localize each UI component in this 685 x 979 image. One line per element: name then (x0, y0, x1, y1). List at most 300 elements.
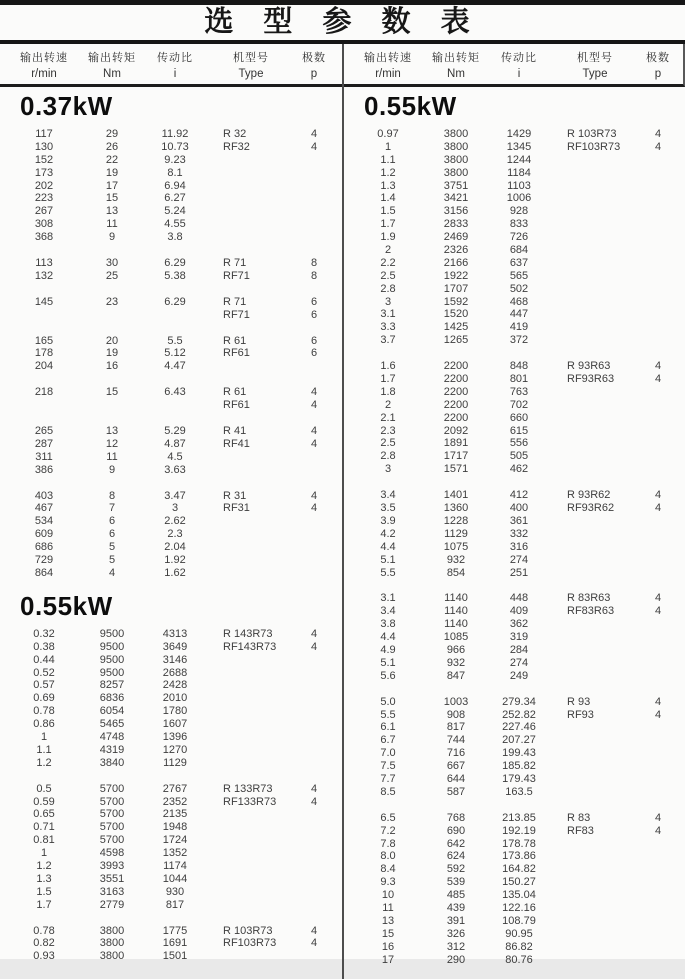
type-cell: R 83R63 (567, 592, 611, 605)
speed-cell: 130 (34, 140, 54, 153)
poles-cell (638, 180, 678, 193)
type-cell (552, 450, 638, 463)
speed-cell: 686 (34, 541, 54, 554)
table-row (350, 657, 685, 670)
torque-cell: 2200 (443, 373, 469, 386)
torque-cell: 3156 (443, 205, 469, 218)
ratio-cell: 4.5 (167, 450, 183, 463)
ratio-cell: 660 (509, 411, 529, 424)
table-row (350, 141, 685, 154)
table-row (350, 205, 685, 218)
ratio-cell: 848 (509, 360, 529, 373)
poles-cell: 4 (310, 795, 318, 808)
speed-cell: 0.81 (33, 834, 55, 847)
torque-cell: 1085 (443, 631, 469, 644)
table-row (350, 308, 685, 321)
table-row (6, 718, 342, 731)
ratio-cell: 284 (509, 643, 529, 656)
torque-cell: 1707 (443, 282, 469, 295)
ratio-cell: 1.62 (164, 566, 186, 579)
table-row (6, 860, 342, 873)
table-row (350, 954, 685, 967)
torque-cell: 1140 (444, 618, 468, 631)
table-row (350, 876, 685, 889)
poles-cell (638, 270, 678, 283)
type-cell (552, 670, 638, 683)
type-cell: R 41 (223, 425, 247, 438)
torque-cell: 6836 (99, 692, 125, 705)
poles-cell (638, 437, 678, 450)
type-cell (552, 180, 638, 193)
speed-cell: 1.7 (380, 218, 396, 231)
table-row (350, 838, 685, 851)
speed-cell: 145 (34, 295, 54, 308)
speed-cell: 7.0 (380, 747, 396, 760)
torque-cell: 966 (446, 643, 466, 656)
table-row (350, 773, 685, 786)
poles-cell (638, 244, 678, 257)
table-row (6, 654, 342, 667)
table-row (6, 141, 342, 154)
torque-cell: 744 (446, 734, 466, 747)
poles-cell: 4 (310, 386, 318, 399)
table-row (6, 438, 342, 451)
torque-cell: 908 (446, 708, 466, 721)
ratio-cell: 468 (509, 295, 529, 308)
speed-cell: 0.69 (33, 692, 55, 705)
table-row (350, 760, 685, 773)
col-header-label: 输出转速 (20, 52, 68, 64)
type-cell (208, 718, 294, 731)
col-header-unit: Nm (447, 68, 465, 80)
torque-cell: 13 (105, 425, 119, 438)
table-row (350, 154, 685, 167)
type-cell (552, 412, 638, 425)
speed-cell: 609 (34, 528, 54, 541)
torque-cell: 817 (446, 721, 466, 734)
speed-cell: 0.57 (33, 679, 55, 692)
speed-cell: 3.7 (380, 334, 396, 347)
type-cell (552, 631, 638, 644)
speed-cell: 2.5 (380, 437, 396, 450)
ratio-cell: 5.29 (164, 425, 186, 438)
type-cell: RF61 (223, 399, 250, 412)
type-cell (552, 747, 638, 760)
type-cell (552, 915, 638, 928)
ratio-cell: 4.47 (164, 360, 186, 373)
table-row (350, 360, 685, 373)
type-cell (208, 834, 294, 847)
speed-cell: 9.3 (380, 876, 396, 889)
ratio-cell: 684 (509, 244, 529, 257)
ratio-cell: 2135 (162, 808, 188, 821)
poles-cell (638, 205, 678, 218)
torque-cell: 12 (105, 437, 119, 450)
type-cell: R 61 (223, 334, 247, 347)
speed-cell: 4.9 (380, 643, 396, 656)
power-heading: 0.55kW (20, 590, 113, 621)
speed-cell: 1.2 (36, 756, 52, 769)
type-cell: RF71 (223, 308, 250, 321)
ratio-cell: 4313 (162, 627, 188, 640)
type-cell (552, 192, 638, 205)
type-cell (552, 270, 638, 283)
row-group (350, 360, 685, 476)
table-row (6, 821, 342, 834)
poles-cell (294, 731, 334, 744)
speed-cell: 11 (382, 901, 394, 914)
torque-cell: 11 (106, 218, 118, 231)
col-header-unit: Nm (103, 68, 121, 80)
col-header-model-type (208, 49, 294, 80)
type-cell (208, 541, 294, 554)
table-row (350, 218, 685, 231)
table-row (350, 296, 685, 309)
column-headers-left (0, 44, 342, 87)
speed-cell: 3.8 (380, 618, 396, 631)
ratio-cell: 1345 (506, 140, 532, 153)
type-cell (552, 902, 638, 915)
table-row (6, 757, 342, 770)
speed-cell: 0.44 (33, 653, 55, 666)
table-row (350, 631, 685, 644)
poles-cell (638, 528, 678, 541)
type-cell: R 103R73 (223, 924, 273, 937)
type-cell (208, 705, 294, 718)
ratio-cell: 6.27 (164, 192, 186, 205)
type-cell (208, 679, 294, 692)
torque-cell: 29 (105, 128, 119, 140)
type-cell: RF61 (223, 347, 250, 360)
speed-cell: 8.4 (380, 863, 396, 876)
speed-cell: 1 (384, 140, 392, 153)
poles-cell (294, 218, 334, 231)
ratio-cell: 1006 (506, 192, 532, 205)
poles-cell: 4 (310, 489, 318, 502)
poles-cell: 4 (310, 425, 318, 438)
type-cell (208, 360, 294, 373)
ratio-cell: 150.27 (502, 876, 536, 889)
type-cell: R 93R62 (567, 489, 611, 502)
torque-cell: 2326 (443, 244, 469, 257)
ratio-cell: 5.38 (164, 269, 186, 282)
speed-cell: 3.9 (380, 514, 396, 527)
ratio-cell: 2352 (162, 795, 188, 808)
type-cell (552, 786, 638, 799)
speed-cell: 403 (34, 489, 54, 502)
torque-cell: 2200 (443, 411, 469, 424)
torque-cell: 1129 (444, 527, 468, 540)
poles-cell (294, 757, 334, 770)
type-cell: RF133R73 (223, 795, 277, 808)
speed-cell (6, 399, 82, 412)
poles-cell (638, 928, 678, 941)
poles-cell: 6 (310, 334, 318, 347)
torque-cell: 6 (108, 515, 116, 528)
torque-cell: 290 (446, 953, 466, 966)
speed-cell: 265 (34, 425, 54, 438)
poles-cell: 4 (310, 437, 318, 450)
speed-cell: 1.1 (380, 153, 396, 166)
torque-cell: 932 (446, 553, 466, 566)
speed-cell: 4.4 (380, 540, 396, 553)
type-cell (552, 876, 638, 889)
table-row (350, 889, 685, 902)
speed-cell: 1.2 (380, 166, 396, 179)
col-header-label: 机型号 (577, 52, 613, 64)
table-row (350, 167, 685, 180)
table-row (350, 425, 685, 438)
type-cell (208, 231, 294, 244)
ratio-cell: 10.73 (161, 140, 189, 153)
poles-cell: 4 (310, 924, 318, 937)
ratio-cell: 3.47 (164, 489, 186, 502)
type-cell: RF143R73 (223, 640, 277, 653)
type-cell (552, 296, 638, 309)
type-cell (552, 154, 638, 167)
torque-cell: 690 (446, 824, 466, 837)
type-cell: R 133R73 (223, 782, 273, 795)
type-cell (208, 167, 294, 180)
table-row (350, 721, 685, 734)
torque-cell: 1717 (443, 450, 469, 463)
torque-cell: 716 (446, 747, 466, 760)
speed-cell: 132 (34, 269, 54, 282)
torque-cell: 1922 (443, 269, 469, 282)
ratio-cell: 1184 (507, 166, 531, 179)
ratio-cell: 1780 (162, 705, 188, 718)
ratio-cell: 502 (509, 282, 529, 295)
torque-cell: 15 (105, 386, 119, 399)
torque-cell: 9500 (99, 640, 125, 653)
speed-cell: 13 (381, 914, 395, 927)
poles-cell: 4 (654, 140, 662, 153)
poles-cell (638, 296, 678, 309)
ratio-cell: 448 (509, 592, 529, 605)
speed-cell: 5.5 (380, 566, 396, 579)
type-cell (552, 218, 638, 231)
ratio-cell: 173.86 (502, 850, 536, 863)
type-cell: R 71 (223, 295, 247, 308)
col-header-poles (294, 49, 334, 80)
ratio-cell: 6.29 (164, 295, 186, 308)
poles-cell (294, 654, 334, 667)
ratio-cell: 252.82 (502, 708, 536, 721)
torque-cell: 3800 (99, 924, 125, 937)
speed-cell: 3.5 (380, 502, 396, 515)
poles-cell (638, 450, 678, 463)
type-cell (208, 860, 294, 873)
poles-cell (638, 554, 678, 567)
torque-cell: 3800 (443, 153, 469, 166)
type-cell (208, 821, 294, 834)
type-cell: R 31 (223, 489, 247, 502)
col-header-label: 输出转速 (364, 52, 412, 64)
torque-cell: 2092 (443, 424, 469, 437)
col-header-unit: Type (238, 68, 264, 80)
ratio-cell: 462 (509, 463, 529, 476)
torque-cell: 5 (108, 554, 116, 567)
speed-cell: 267 (34, 205, 54, 218)
poles-cell (638, 838, 678, 851)
table-row (6, 541, 342, 554)
torque-cell: 3800 (99, 950, 125, 963)
table-row (6, 783, 342, 796)
type-cell (208, 567, 294, 580)
torque-cell: 3421 (443, 192, 469, 205)
table-row (350, 528, 685, 541)
torque-cell: 439 (446, 901, 466, 914)
torque-cell (82, 309, 142, 322)
col-header-output-speed (350, 49, 426, 80)
table-row (350, 437, 685, 450)
table-row (6, 451, 342, 464)
speed-cell: 0.59 (33, 795, 55, 808)
speed-cell: 368 (34, 231, 54, 244)
type-cell (552, 244, 638, 257)
type-cell (552, 554, 638, 567)
speed-cell: 0.71 (33, 821, 55, 834)
ratio-cell (142, 309, 208, 322)
col-header-output-torque (82, 49, 142, 80)
ratio-cell: 817 (165, 898, 185, 911)
poles-cell (638, 154, 678, 167)
ratio-cell: 192.19 (502, 824, 536, 837)
type-cell (552, 283, 638, 296)
speed-cell: 4.2 (380, 527, 396, 540)
type-cell: RF93R63 (567, 373, 615, 386)
speed-cell: 7.2 (380, 824, 396, 837)
ratio-cell: 1352 (162, 847, 188, 860)
type-cell: R 71 (223, 257, 247, 270)
poles-cell: 8 (310, 257, 318, 270)
speed-cell: 1.6 (380, 360, 396, 373)
table-row (6, 528, 342, 541)
table-row (6, 399, 342, 412)
type-cell (552, 321, 638, 334)
torque-cell: 3993 (99, 859, 125, 872)
poles-cell (638, 192, 678, 205)
torque-cell: 1592 (443, 295, 469, 308)
torque-cell: 5700 (99, 808, 125, 821)
speed-cell: 202 (34, 179, 54, 192)
torque-cell: 5700 (99, 821, 125, 834)
table-row (6, 218, 342, 231)
poles-cell: 4 (310, 502, 318, 515)
torque-cell: 1003 (443, 695, 469, 708)
poles-cell: 6 (310, 295, 318, 308)
table-row (6, 464, 342, 477)
ratio-cell: 274 (509, 656, 529, 669)
torque-cell: 644 (446, 772, 466, 785)
ratio-cell: 11.92 (161, 128, 189, 140)
column-headers-right (344, 44, 685, 87)
type-cell (208, 464, 294, 477)
ratio-cell: 565 (509, 269, 529, 282)
ratio-cell: 1396 (162, 730, 188, 743)
table-row (350, 825, 685, 838)
type-cell: R 83 (567, 811, 591, 824)
row-group (6, 925, 342, 964)
poles-cell (638, 386, 678, 399)
poles-cell (638, 657, 678, 670)
torque-cell: 19 (105, 347, 119, 360)
torque-cell: 8257 (99, 679, 125, 692)
table-row (6, 335, 342, 348)
speed-cell: 3.4 (380, 605, 396, 618)
type-cell (208, 180, 294, 193)
torque-cell: 5 (108, 541, 116, 554)
poles-cell (638, 321, 678, 334)
speed-cell: 1.7 (36, 898, 52, 911)
table-row (350, 334, 685, 347)
ratio-cell: 3.8 (167, 231, 183, 244)
speed-cell: 308 (34, 218, 54, 231)
poles-cell (294, 464, 334, 477)
speed-cell: 16 (381, 940, 395, 953)
type-cell: RF71 (223, 269, 250, 282)
poles-cell (294, 873, 334, 886)
speed-cell: 8.0 (380, 850, 396, 863)
table-row (350, 734, 685, 747)
speed-cell: 3 (384, 295, 392, 308)
torque-cell: 9 (108, 231, 116, 244)
poles-cell (294, 180, 334, 193)
speed-cell: 1 (40, 730, 48, 743)
poles-cell (638, 618, 678, 631)
type-cell (552, 734, 638, 747)
speed-cell: 0.5 (36, 782, 52, 795)
type-cell (552, 308, 638, 321)
speed-cell: 165 (34, 334, 54, 347)
speed-cell: 0.78 (33, 924, 55, 937)
torque-cell: 2779 (99, 898, 125, 911)
torque-cell: 7 (108, 502, 116, 515)
table-row (6, 270, 342, 283)
speed-cell: 1.5 (380, 205, 396, 218)
table-row (350, 463, 685, 476)
torque-cell: 326 (446, 927, 466, 940)
type-cell (552, 644, 638, 657)
table-row (350, 283, 685, 296)
ratio-cell: 372 (509, 334, 529, 347)
torque-cell: 485 (446, 889, 466, 902)
torque-cell: 1891 (443, 437, 469, 450)
speed-cell: 5.5 (380, 708, 396, 721)
poles-cell: 4 (654, 502, 662, 515)
ratio-cell: 185.82 (502, 760, 536, 773)
power-heading: 0.37kW (20, 91, 113, 121)
speed-cell: 223 (34, 192, 54, 205)
table-row (350, 928, 685, 941)
table-row (350, 502, 685, 515)
type-cell (552, 773, 638, 786)
ratio-cell: 1691 (162, 937, 188, 950)
speed-cell: 2 (384, 244, 392, 257)
col-header-ratio (142, 49, 208, 80)
table-row (6, 167, 342, 180)
torque-cell: 847 (446, 669, 466, 682)
ratio-cell: 1429 (506, 128, 532, 140)
ratio-cell: 1607 (162, 718, 188, 731)
speed-cell: 6.1 (380, 721, 396, 734)
type-cell (552, 941, 638, 954)
table-row (6, 950, 342, 963)
table-row (350, 412, 685, 425)
table-row (6, 502, 342, 515)
table-row (350, 696, 685, 709)
type-cell (552, 889, 638, 902)
